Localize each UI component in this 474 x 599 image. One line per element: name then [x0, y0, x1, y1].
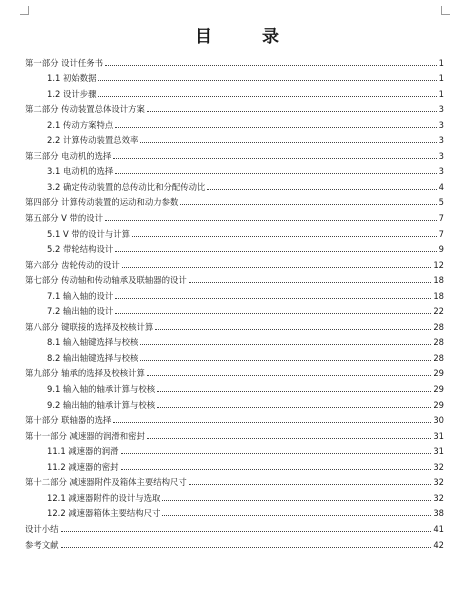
dot-leader	[207, 188, 436, 190]
dot-leader	[115, 250, 436, 252]
toc-entry-title: 3.1 电动机的选择	[47, 166, 114, 177]
dot-leader	[140, 359, 431, 361]
corner-mark-top-right	[441, 6, 450, 15]
dot-leader	[132, 235, 437, 237]
toc-entry[interactable]	[25, 192, 444, 208]
dot-leader	[180, 203, 436, 205]
dot-leader	[121, 468, 432, 470]
toc-entry[interactable]	[25, 456, 444, 472]
toc-entry[interactable]	[25, 161, 444, 177]
dot-leader	[105, 64, 437, 66]
toc-entry[interactable]	[25, 503, 444, 519]
toc-entry[interactable]	[25, 363, 444, 379]
toc-entry-title: 5.2 带轮结构设计	[47, 244, 114, 255]
dot-leader	[113, 157, 436, 159]
toc-entry-page-number: 38	[433, 508, 444, 519]
toc-entry-title: 第七部分 传动轴和传动轴承及联轴器的设计	[25, 275, 187, 286]
toc-entry-title: 7.1 输入轴的设计	[47, 290, 114, 301]
toc-entry-title: 5.1 V 带的设计与计算	[47, 228, 130, 239]
toc-entry[interactable]	[25, 487, 444, 503]
toc-entry-title: 8.1 输入轴键选择与校核	[47, 337, 139, 348]
toc-entry[interactable]	[25, 394, 444, 410]
dot-leader	[61, 530, 432, 532]
toc-entry[interactable]	[25, 99, 444, 115]
dot-leader	[147, 374, 431, 376]
toc-entry-title: 12.1 减速器附件的设计与选取	[47, 492, 161, 503]
toc-entry-title: 11.2 减速器的密封	[47, 461, 119, 472]
toc-entry[interactable]	[25, 239, 444, 255]
dot-leader	[121, 452, 432, 454]
toc-entry-title: 2.2 计算传动装置总效率	[47, 135, 139, 146]
toc-entry[interactable]	[25, 378, 444, 394]
toc-entry-page-number: 3	[438, 150, 444, 161]
toc-entry-page-number: 4	[438, 181, 444, 192]
dot-leader	[122, 266, 432, 268]
toc-entry[interactable]	[25, 534, 444, 550]
toc-entry-title: 设计小结	[25, 523, 59, 534]
toc-entry-page-number: 42	[433, 539, 444, 550]
toc-entry[interactable]	[25, 176, 444, 192]
toc-entry[interactable]	[25, 316, 444, 332]
toc-entry-page-number: 32	[433, 492, 444, 503]
toc-entry-title: 第三部分 电动机的选择	[25, 150, 112, 161]
dot-leader	[147, 110, 437, 112]
toc-entry-page-number: 31	[433, 430, 444, 441]
toc-entry[interactable]	[25, 207, 444, 223]
toc-entry-page-number: 28	[433, 352, 444, 363]
dot-leader	[98, 95, 436, 97]
toc-entry[interactable]	[25, 285, 444, 301]
toc-entry-page-number: 7	[438, 228, 444, 239]
toc-entry-page-number: 28	[433, 337, 444, 348]
toc-entry-title: 第六部分 齿轮传动的设计	[25, 259, 120, 270]
dot-leader	[115, 126, 436, 128]
toc-entry-page-number: 1	[438, 88, 444, 99]
toc-entry-title: 第八部分 键联接的选择及校核计算	[25, 321, 154, 332]
toc-entry-title: 第十一部分 减速器的润滑和密封	[25, 430, 145, 441]
toc-entry[interactable]	[25, 347, 444, 363]
corner-mark-top-left	[20, 6, 29, 15]
toc-entry[interactable]	[25, 332, 444, 348]
dot-leader	[157, 406, 431, 408]
dot-leader	[98, 79, 436, 81]
toc-entry-page-number: 28	[433, 321, 444, 332]
toc-entry-page-number: 32	[433, 461, 444, 472]
toc-entry-page-number: 31	[433, 446, 444, 457]
table-of-contents	[25, 52, 444, 550]
toc-entry-title: 12.2 减速器箱体主要结构尺寸	[47, 508, 161, 519]
toc-entry-page-number: 29	[433, 368, 444, 379]
toc-entry-title: 11.1 减速器的润滑	[47, 446, 119, 457]
toc-entry-page-number: 1	[438, 73, 444, 84]
toc-entry[interactable]	[25, 301, 444, 317]
dot-leader	[147, 437, 431, 439]
dot-leader	[155, 328, 431, 330]
toc-entry-title: 第五部分 V 带的设计	[25, 213, 104, 224]
toc-entry-page-number: 30	[433, 415, 444, 426]
toc-entry-title: 第二部分 传动装置总体设计方案	[25, 104, 145, 115]
dot-leader	[189, 281, 432, 283]
toc-entry-title: 第四部分 计算传动装置的运动和动力参数	[25, 197, 179, 208]
toc-entry-title: 参考文献	[25, 539, 59, 550]
toc-entry-page-number: 7	[438, 213, 444, 224]
toc-entry-page-number: 32	[433, 477, 444, 488]
toc-entry-title: 第一部分 设计任务书	[25, 57, 104, 68]
dot-leader	[61, 546, 432, 548]
toc-entry-title: 3.2 确定传动装置的总传动比和分配传动比	[47, 181, 206, 192]
toc-entry-title: 1.2 设计步骤	[47, 88, 97, 99]
toc-entry[interactable]	[25, 68, 444, 84]
toc-entry[interactable]	[25, 254, 444, 270]
toc-entry[interactable]	[25, 441, 444, 457]
toc-entry-page-number: 1	[438, 57, 444, 68]
toc-entry-page-number: 5	[438, 197, 444, 208]
toc-entry-page-number: 41	[433, 523, 444, 534]
toc-entry[interactable]	[25, 130, 444, 146]
page-title: 目 录	[195, 27, 301, 47]
toc-entry-title: 第九部分 轴承的选择及校核计算	[25, 368, 145, 379]
toc-entry-page-number: 3	[438, 119, 444, 130]
dot-leader	[113, 421, 431, 423]
toc-entry-title: 1.1 初始数据	[47, 73, 97, 84]
dot-leader	[140, 343, 431, 345]
toc-entry-page-number: 12	[433, 259, 444, 270]
toc-entry-title: 9.1 输入轴的轴承计算与校核	[47, 384, 156, 395]
dot-leader	[115, 312, 431, 314]
toc-entry[interactable]	[25, 223, 444, 239]
toc-entry-page-number: 29	[433, 384, 444, 395]
dot-leader	[162, 499, 431, 501]
dot-leader	[157, 390, 431, 392]
toc-entry[interactable]	[25, 410, 444, 426]
dot-leader	[189, 483, 432, 485]
toc-entry[interactable]	[25, 472, 444, 488]
dot-leader	[105, 219, 437, 221]
dot-leader	[115, 297, 431, 299]
toc-entry[interactable]	[25, 425, 444, 441]
toc-entry-page-number: 18	[433, 275, 444, 286]
toc-entry[interactable]	[25, 270, 444, 286]
toc-entry-title: 9.2 输出轴的轴承计算与校核	[47, 399, 156, 410]
dot-leader	[115, 172, 436, 174]
toc-entry-title: 8.2 输出轴键选择与校核	[47, 352, 139, 363]
toc-entry[interactable]	[25, 145, 444, 161]
toc-entry-page-number: 3	[438, 135, 444, 146]
toc-entry-page-number: 22	[433, 306, 444, 317]
toc-entry-page-number: 3	[438, 104, 444, 115]
toc-entry[interactable]	[25, 114, 444, 130]
toc-entry-title: 7.2 输出轴的设计	[47, 306, 114, 317]
toc-entry-page-number: 9	[438, 244, 444, 255]
toc-entry[interactable]	[25, 83, 444, 99]
toc-entry-title: 第十部分 联轴器的选择	[25, 415, 112, 426]
toc-entry-page-number: 29	[433, 399, 444, 410]
toc-entry-page-number: 18	[433, 290, 444, 301]
dot-leader	[162, 514, 431, 516]
toc-entry-page-number: 3	[438, 166, 444, 177]
dot-leader	[140, 141, 436, 143]
toc-entry[interactable]	[25, 518, 444, 534]
toc-entry-title: 第十二部分 减速器附件及箱体主要结构尺寸	[25, 477, 187, 488]
toc-entry[interactable]	[25, 52, 444, 68]
toc-entry-title: 2.1 传动方案特点	[47, 119, 114, 130]
